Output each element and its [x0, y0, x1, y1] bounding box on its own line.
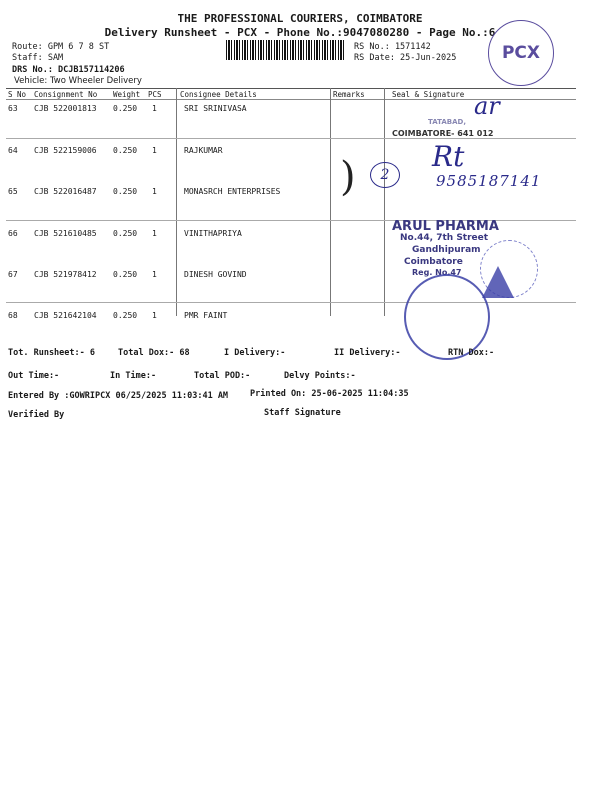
circled-number-text: 2 [380, 167, 390, 183]
row-consignment: CJB 522016487 [34, 187, 97, 196]
col-header-weight: Weight [113, 90, 141, 99]
pharma-stamp-address: Gandhipuram [412, 245, 481, 255]
pcx-stamp [488, 20, 554, 86]
row-consignee: RAJKUMAR [184, 146, 223, 155]
table-row-divider [6, 302, 576, 303]
signature-mark-2: Rt [432, 140, 465, 173]
col-header-remarks: Remarks [333, 90, 365, 99]
seal-text: COIMBATORE- 641 012 [392, 129, 494, 138]
row-consignee: PMR FAINT [184, 311, 228, 320]
row-weight: 0.250 [113, 229, 138, 238]
row-pcs: 1 [152, 104, 157, 113]
total-dox: Total Dox:- 68 [118, 348, 190, 358]
handwritten-phone: 9585187141 [436, 172, 542, 190]
col-header-sno: S No [8, 90, 27, 99]
row-consignment: CJB 522159006 [34, 146, 97, 155]
table-row-divider [6, 138, 576, 139]
row-pcs: 1 [152, 270, 157, 279]
row-consignee: SRI SRINIVASA [184, 104, 247, 113]
row-sno: 63 [8, 104, 18, 113]
circled-number [370, 162, 400, 188]
row-consignment: CJB 522001813 [34, 104, 97, 113]
drs-barcode [226, 40, 346, 60]
row-weight: 0.250 [113, 187, 138, 196]
in-time: In Time:- [110, 371, 157, 381]
out-time: Out Time:- [8, 371, 60, 381]
staff-signature: Staff Signature [264, 408, 341, 418]
drs-number: DRS No.: DCJB157114206 [12, 65, 125, 75]
col-header-consignment: Consignment No [34, 90, 98, 99]
row-consignee: VINITHAPRIYA [184, 229, 242, 238]
seal-text: TATABAD, [428, 118, 466, 126]
row-pcs: 1 [152, 146, 157, 155]
row-weight: 0.250 [113, 104, 138, 113]
row-weight: 0.250 [113, 270, 138, 279]
table-col-divider [176, 88, 177, 316]
tot-runsheet: Tot. Runsheet:- 6 [8, 348, 95, 358]
signature-mark-1: ar [474, 92, 500, 120]
col-header-seal: Seal & Signature [392, 90, 465, 99]
route-info: Route: GPM 6 7 8 ST [12, 42, 110, 52]
runsheet-title: Delivery Runsheet - PCX - Phone No.:9047080280 - Page No.:6 [104, 26, 496, 39]
table-col-divider [330, 88, 331, 316]
rs-number: RS No.: 1571142 [354, 42, 431, 52]
printed-on: Printed On: 25-06-2025 11:04:35 [250, 389, 409, 399]
company-title: THE PROFESSIONAL COURIERS, COIMBATORE [177, 12, 423, 25]
pharma-stamp-reg: Reg. No.47 [412, 268, 462, 277]
i-delivery: I Delivery:- [224, 348, 286, 358]
row-weight: 0.250 [113, 146, 138, 155]
row-consignee: MONASRCH ENTERPRISES [184, 187, 281, 196]
table-col-divider [384, 88, 385, 316]
row-sno: 65 [8, 187, 18, 196]
row-sno: 66 [8, 229, 18, 238]
pharma-stamp-address: No.44, 7th Street [400, 233, 489, 243]
rs-date: RS Date: 25-Jun-2025 [354, 53, 457, 63]
row-consignment: CJB 521642104 [34, 311, 97, 320]
entered-by: Entered By :GOWRIPCX 06/25/2025 11:03:41 AM [8, 391, 229, 401]
bracket-mark: ) [340, 154, 356, 200]
total-pod: Total POD:- [194, 371, 251, 381]
vehicle-info: Vehicle: Two Wheeler Delivery [14, 76, 142, 86]
ii-delivery: II Delivery:- [334, 348, 401, 358]
stamp-emblem-icon [478, 262, 518, 302]
staff-info: Staff: SAM [12, 53, 64, 63]
row-consignment: CJB 521610485 [34, 229, 97, 238]
row-pcs: 1 [152, 229, 157, 238]
pcx-stamp-label: PCX [501, 43, 541, 63]
row-weight: 0.250 [113, 311, 138, 320]
col-header-consignee: Consignee Details [180, 90, 257, 99]
row-sno: 67 [8, 270, 18, 279]
verified-by: Verified By [8, 410, 65, 420]
row-sno: 64 [8, 146, 18, 155]
row-pcs: 1 [152, 187, 157, 196]
col-header-pcs: PCS [148, 90, 162, 99]
row-pcs: 1 [152, 311, 157, 320]
table-top-border [6, 88, 576, 89]
row-consignment: CJB 521978412 [34, 270, 97, 279]
delvy-points: Delvy Points:- [284, 371, 356, 381]
pharma-stamp-name: ARUL PHARMA [392, 219, 499, 234]
pharma-stamp-city: Coimbatore [404, 257, 463, 267]
row-consignee: DINESH GOVIND [184, 270, 247, 279]
rtn-dox: RTN Dox:- [448, 348, 495, 358]
row-sno: 68 [8, 311, 18, 320]
